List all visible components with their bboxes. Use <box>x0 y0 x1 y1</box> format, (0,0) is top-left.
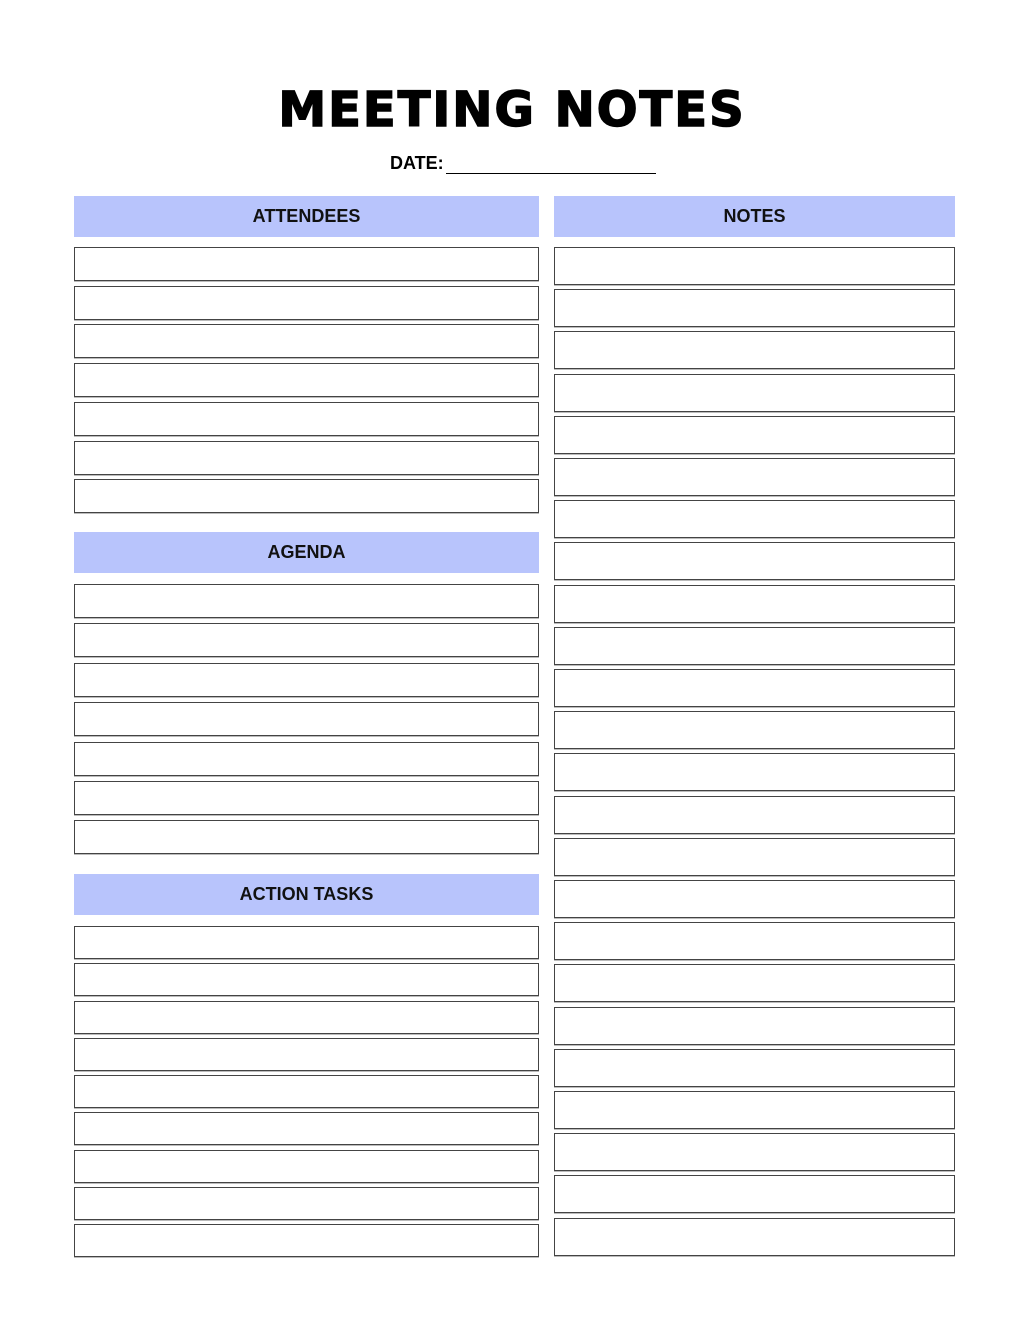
agenda-row-box <box>74 820 539 854</box>
action-tasks-row-box <box>74 1187 539 1220</box>
notes-row-box <box>554 838 955 876</box>
notes-row-box <box>554 416 955 454</box>
attendees-row-box <box>74 441 539 475</box>
action-tasks-row-box <box>74 1224 539 1257</box>
action-tasks-header: ACTION TASKS <box>74 874 539 915</box>
notes-row-box <box>554 1218 955 1256</box>
notes-row-box <box>554 585 955 623</box>
notes-row-box <box>554 753 955 791</box>
notes-row-box <box>554 247 955 285</box>
notes-row-box <box>554 542 955 580</box>
attendees-row-box <box>74 324 539 358</box>
action-tasks-row-box <box>74 1112 539 1145</box>
notes-row-box <box>554 669 955 707</box>
agenda-row-box <box>74 781 539 815</box>
action-tasks-row-box <box>74 1150 539 1183</box>
attendees-row-box <box>74 247 539 281</box>
agenda-row-box <box>74 663 539 697</box>
notes-row-box <box>554 500 955 538</box>
attendees-row-box <box>74 402 539 436</box>
attendees-header: ATTENDEES <box>74 196 539 237</box>
agenda-row-box <box>74 584 539 618</box>
agenda-row-box <box>74 742 539 776</box>
attendees-row-box <box>74 286 539 320</box>
agenda-row-box <box>74 702 539 736</box>
page-title: MEETING NOTES <box>278 82 746 138</box>
notes-row-box <box>554 627 955 665</box>
attendees-row-box <box>74 479 539 513</box>
notes-row-box <box>554 711 955 749</box>
action-tasks-row-box <box>74 1075 539 1108</box>
notes-row-box <box>554 1091 955 1129</box>
notes-row-box <box>554 1007 955 1045</box>
date-label: DATE: <box>390 153 444 173</box>
notes-row-box <box>554 796 955 834</box>
date-field <box>390 153 656 174</box>
notes-row-box <box>554 1133 955 1171</box>
notes-row-box <box>554 880 955 918</box>
notes-row-box <box>554 458 955 496</box>
attendees-row-box <box>74 363 539 397</box>
action-tasks-row-box <box>74 963 539 996</box>
action-tasks-row-box <box>74 1001 539 1034</box>
action-tasks-row-box <box>74 1038 539 1071</box>
agenda-header: AGENDA <box>74 532 539 573</box>
notes-header: NOTES <box>554 196 955 237</box>
date-line <box>446 157 656 174</box>
notes-row-box <box>554 331 955 369</box>
agenda-row-box <box>74 623 539 657</box>
notes-row-box <box>554 1175 955 1213</box>
notes-row-box <box>554 374 955 412</box>
notes-row-box <box>554 922 955 960</box>
notes-row-box <box>554 289 955 327</box>
action-tasks-row-box <box>74 926 539 959</box>
notes-row-box <box>554 964 955 1002</box>
notes-row-box <box>554 1049 955 1087</box>
